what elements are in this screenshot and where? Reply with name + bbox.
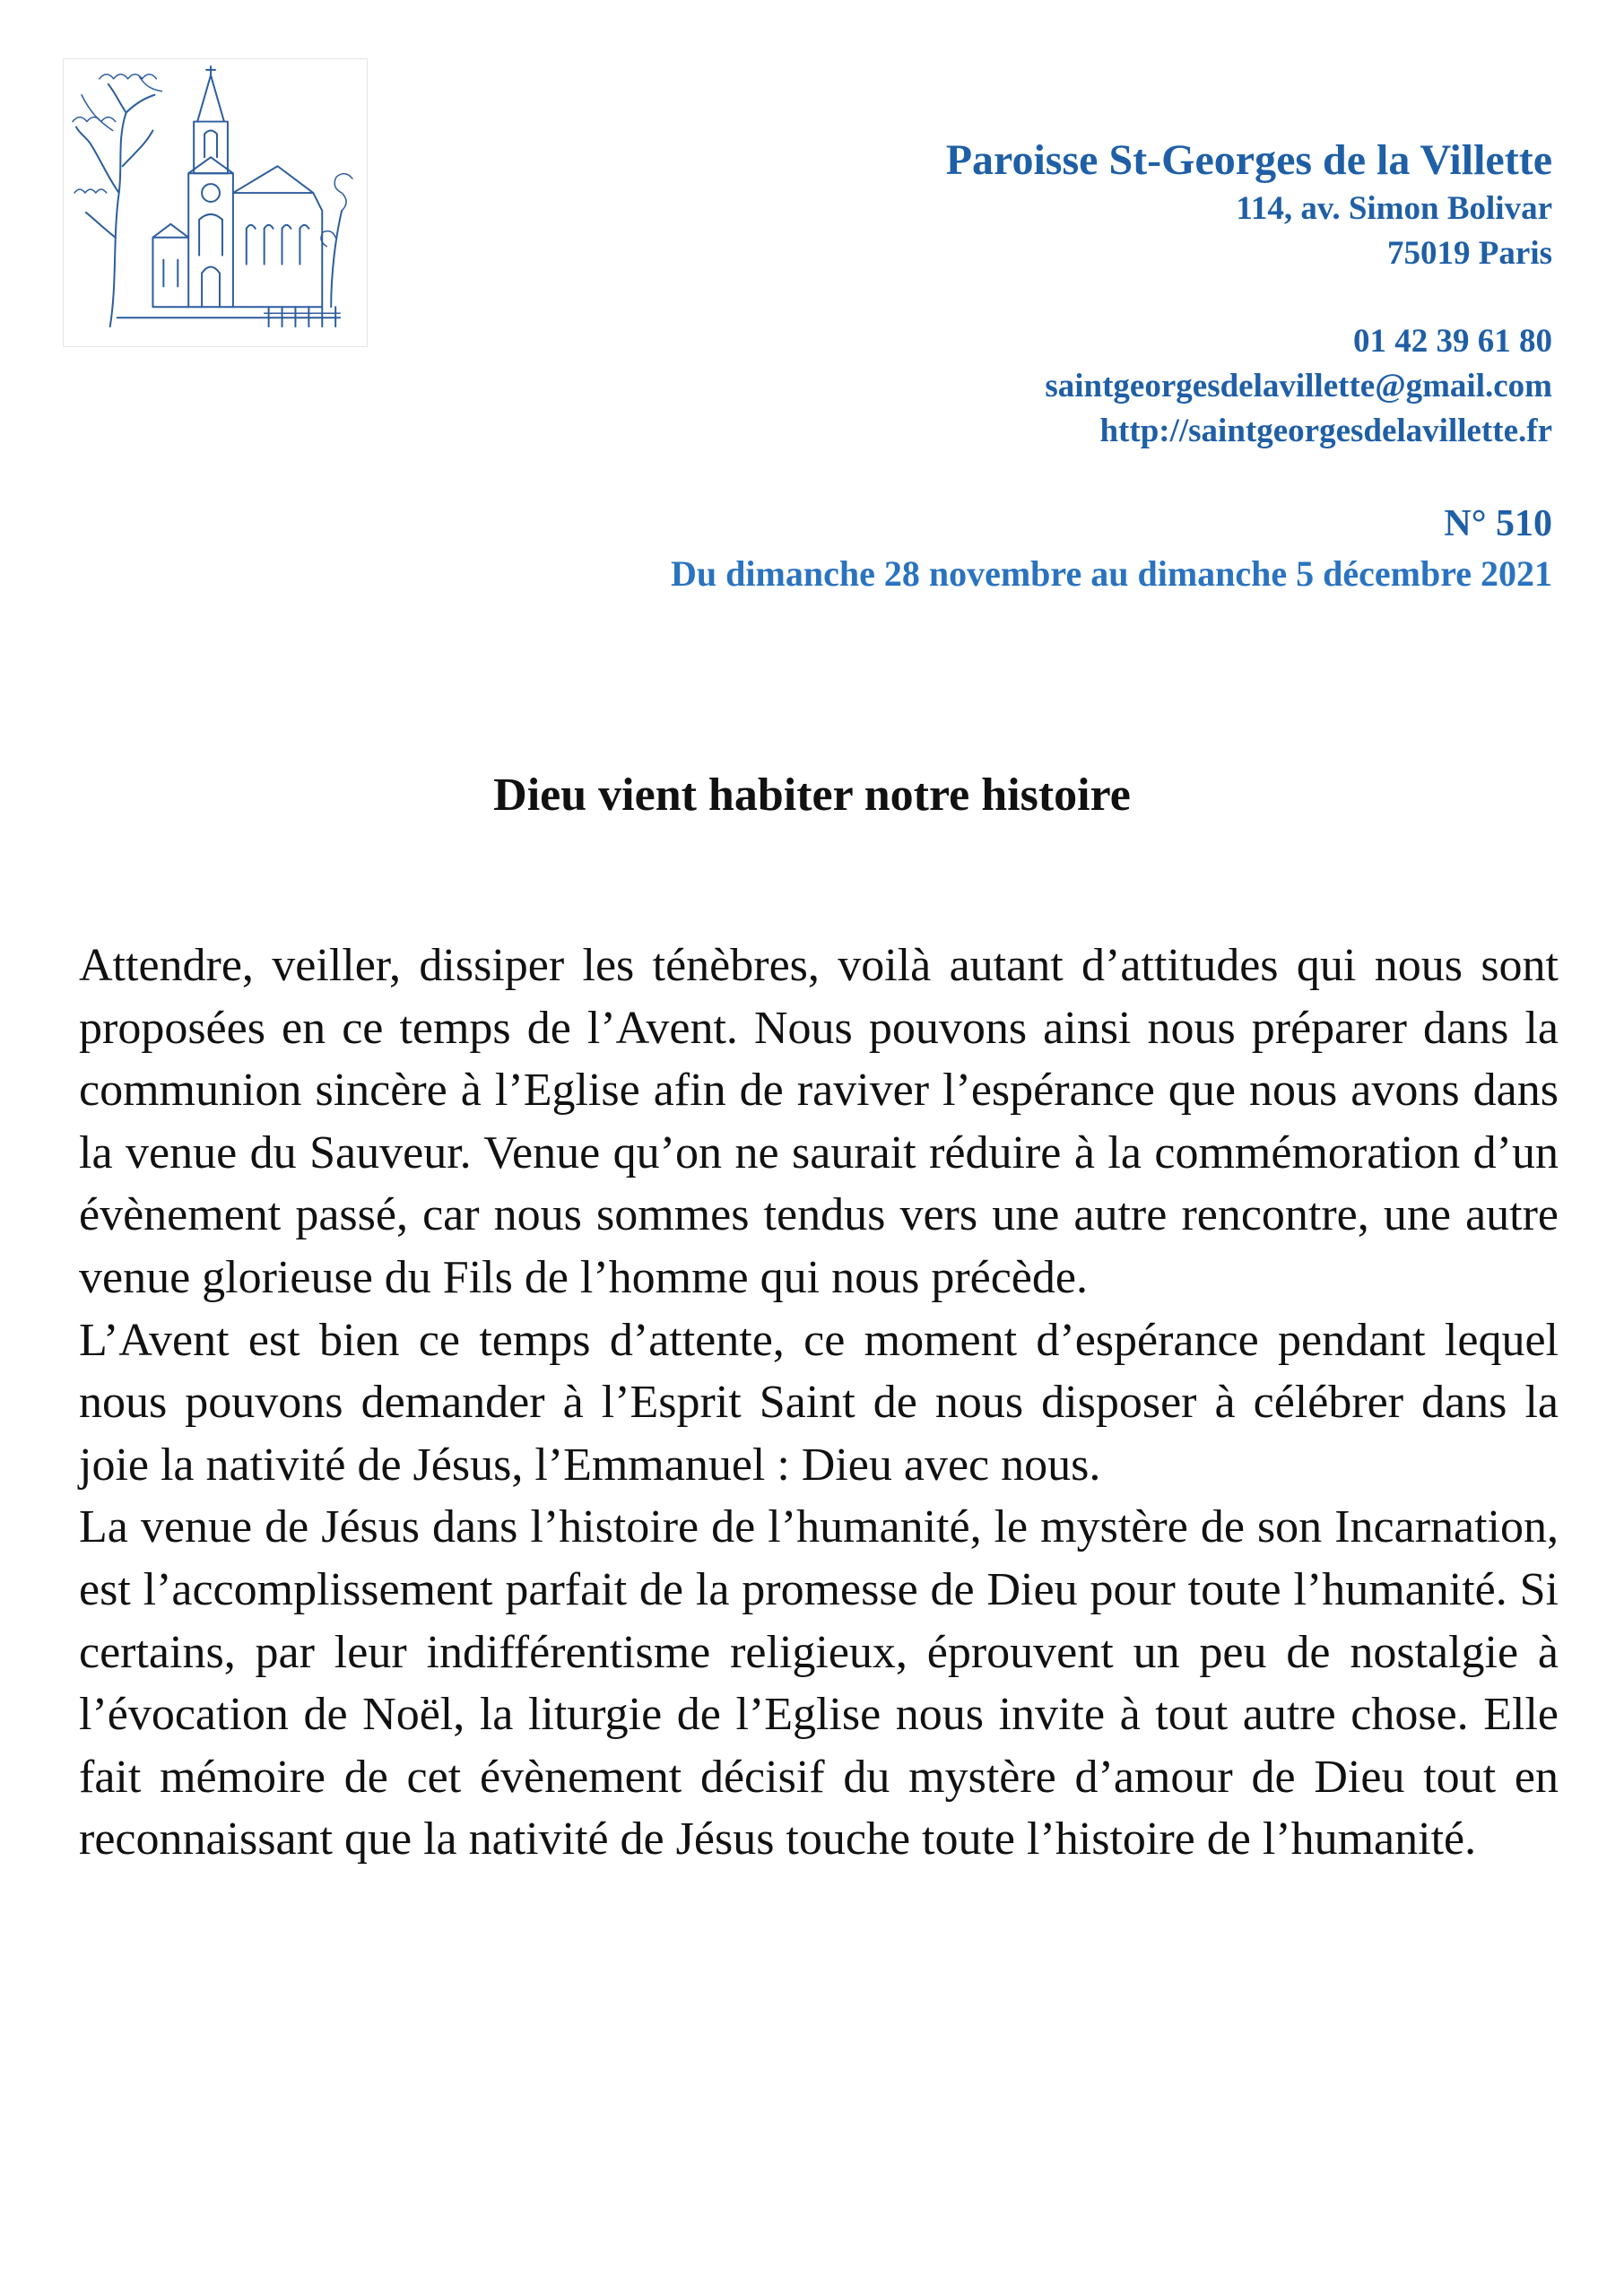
- address-street: 114, av. Simon Bolivar: [1236, 190, 1552, 227]
- paragraph: La venue de Jésus dans l’histoire de l’humanité, le mystère de son Incarnation, est l’accomplissement parfait de la promesse de Dieu pour toute l’humanité. Si certains, par leur indifférentisme religieux, éprouvent un peu de nostalgie à l’évocation de Noël, la liturgie de l’Eglise nous invite à tout autre chose. Elle fait mémoire de cet évènement décisif du mystère d’amour de Dieu tout en reconnaissant que la nativité de Jésus touche toute l’histoire de l’humanité.: [79, 1501, 1559, 1866]
- address-city: 75019 Paris: [1387, 235, 1552, 272]
- issue-number: N° 510: [1444, 503, 1552, 544]
- email-link[interactable]: saintgeorgesdelavillette@gmail.com: [1045, 368, 1552, 404]
- church-icon: [64, 59, 367, 346]
- parish-name: Paroisse St-Georges de la Villette: [945, 136, 1552, 184]
- church-sketch-logo: [63, 58, 368, 347]
- paragraph: L’Avent est bien ce temps d’attente, ce moment d’espérance pendant lequel nous pouvons demander à l’Esprit Saint de nous disposer à célébrer dans la joie la nativité de Jésus, l’Emmanuel : Dieu avec nous.: [79, 1314, 1559, 1491]
- parish-header: [476, 135, 1552, 599]
- phone-number: 01 42 39 61 80: [1353, 323, 1552, 360]
- article-body: [79, 935, 1559, 1871]
- paragraph: Attendre, veiller, dissiper les ténèbres, voilà autant d’attitudes qui nous sont proposées en ce temps de l’Avent. Nous pouvons ainsi nous préparer dans la communion sincère à l’Eglise afin de raviver l’espérance que nous avons dans la venue du Sauveur. Venue qu’on ne saurait réduire à la commémoration d’un évènement passé, car nous sommes tendus vers une autre rencontre, une autre venue glorieuse du Fils de l’homme qui nous précède.: [79, 940, 1559, 1303]
- article-title: Dieu vient habiter notre histoire: [493, 770, 1131, 821]
- date-range: Du dimanche 28 novembre au dimanche 5 décembre 2021: [671, 553, 1552, 594]
- website-link[interactable]: http://saintgeorgesdelavillette.fr: [1099, 413, 1552, 449]
